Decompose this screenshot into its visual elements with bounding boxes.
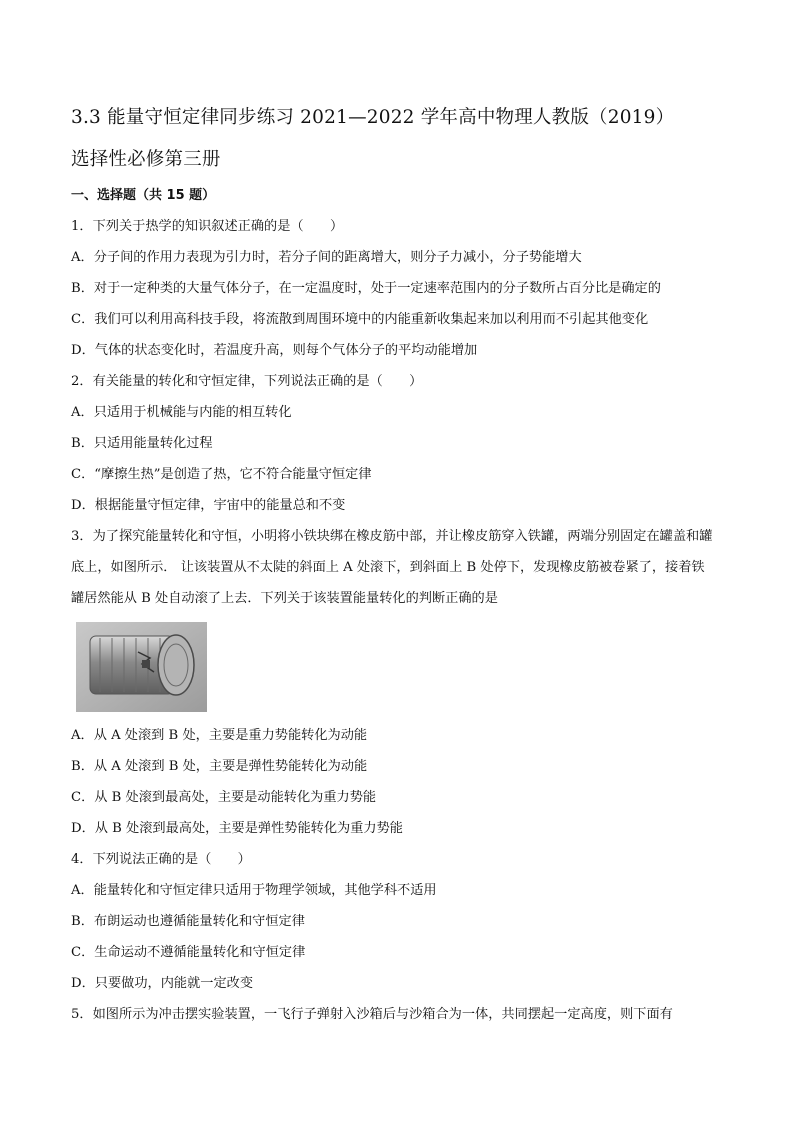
question-1-option-d: D．气体的状态变化时，若温度升高，则每个气体分子的平均动能增加 (71, 343, 478, 358)
question-5-stem: 5．如图所示为冲击摆实验装置，一飞行子弹射入沙箱后与沙箱合为一体，共同摆起一定高度，则下面有 (71, 1007, 673, 1022)
iron-can-figure (76, 622, 207, 712)
question-4-option-a: A．能量转化和守恒定律只适用于物理学领域，其他学科不适用 (71, 883, 437, 898)
document-title-line1: 3.3 能量守恒定律同步练习 2021—2022 学年高中物理人教版（2019） (71, 107, 675, 128)
question-2-option-c: C．“摩擦生热”是创造了热，它不符合能量守恒定律 (71, 467, 372, 482)
question-4-stem: 4．下列说法正确的是（ ） (71, 852, 251, 867)
question-3-stem: 3．为了探究能量转化和守恒，小明将小铁块绑在橡皮筋中部，并让橡皮筋穿入铁罐，两端分别固定在罐盖和罐底上，如图所示． 让该装置从不太陡的斜面上 A 处滚下，到斜面上 B 处停下，发现橡皮筋被卷紧了，接着铁罐居然能从 B 处自动滚了上去．下列关于该装置能量转化的判断正确的是 (71, 529, 713, 606)
question-2-option-b: B．只适用能量转化过程 (71, 436, 213, 451)
question-1-stem: 1．下列关于热学的知识叙述正确的是（ ） (71, 219, 344, 234)
document-title-line2: 选择性必修第三册 (71, 149, 221, 170)
question-1-option-a: A．分子间的作用力表现为引力时，若分子间的距离增大，则分子力减小，分子势能增大 (71, 250, 582, 265)
question-2-stem: 2．有关能量的转化和守恒定律，下列说法正确的是（ ） (71, 374, 423, 389)
question-4-option-d: D．只要做功，内能就一定改变 (71, 976, 254, 991)
question-1-option-c: C．我们可以利用高科技手段，将流散到周围环境中的内能重新收集起来加以利用而不引起其他变化 (71, 312, 649, 327)
question-2-option-a: A．只适用于机械能与内能的相互转化 (71, 405, 292, 420)
question-4-option-b: B．布朗运动也遵循能量转化和守恒定律 (71, 914, 305, 929)
question-3-option-d: D．从 B 处滚到最高处，主要是弹性势能转化为重力势能 (71, 821, 403, 836)
question-4-option-c: C．生命运动不遵循能量转化和守恒定律 (71, 945, 306, 960)
question-1-option-b: B．对于一定种类的大量气体分子，在一定温度时，处于一定速率范围内的分子数所占百分比是确定的 (71, 281, 661, 296)
question-3-option-a: A．从 A 处滚到 B 处，主要是重力势能转化为动能 (71, 728, 368, 743)
section-heading: 一、选择题（共 15 题） (71, 188, 216, 203)
question-3-option-b: B．从 A 处滚到 B 处，主要是弹性势能转化为动能 (71, 759, 368, 774)
question-3-option-c: C．从 B 处滚到最高处，主要是动能转化为重力势能 (71, 790, 377, 805)
question-2-option-d: D．根据能量守恒定律，宇宙中的能量总和不变 (71, 498, 346, 513)
